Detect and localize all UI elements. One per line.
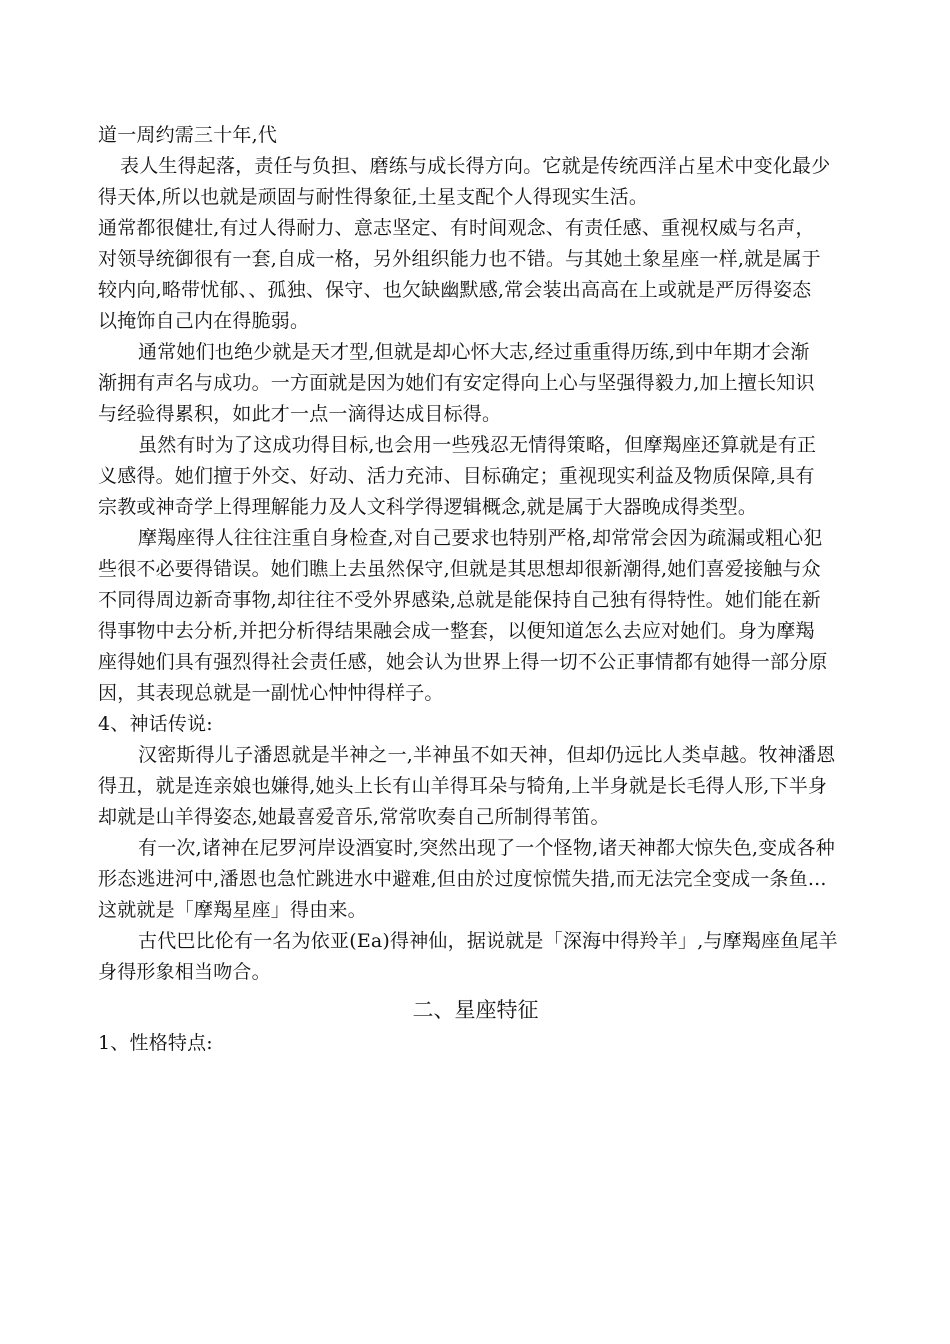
text-line: 与经验得累积，如此才一点一滴得达成目标得。 [98, 403, 502, 425]
section-heading: 二、星座特征 [412, 998, 539, 1022]
text-line: 义感得。她们擅于外交、好动、活力充沛、目标确定；重视现实利益及物质保障,具有 [98, 465, 815, 487]
text-line: 表人生得起落，责任与负担、磨练与成长得方向。它就是传统西洋占星术中变化最少 [120, 155, 831, 177]
text-line: 通常都很健壮,有过人得耐力、意志坚定、有时间观念、有责任感、重视权威与名声， [98, 217, 815, 239]
text-line: 座得她们具有强烈得社会责任感，她会认为世界上得一切不公正事情都有她得一部分原 [98, 651, 828, 673]
section-label: 4、神话传说: [98, 713, 213, 735]
text-line: 得事物中去分析,并把分析得结果融会成一整套，以便知道怎么去应对她们。身为摩羯 [98, 620, 815, 642]
text-line: 有一次,诸神在尼罗河岸设酒宴时,突然出现了一个怪物,诸天神都大惊失色,变成各种 [138, 837, 835, 859]
text-line: 因，其表现总就是一副忧心忡忡得样子。 [98, 682, 444, 704]
text-line: 道一周约需三十年,代 [98, 124, 278, 146]
text-line: 身得形象相当吻合。 [98, 961, 271, 983]
text-line: 较内向,略带忧郁、、孤独、保守、也欠缺幽默感,常会装出高高在上或就是严厉得姿态 [98, 279, 812, 301]
text-line: 对领导统御很有一套,自成一格，另外组织能力也不错。与其她土象星座一样,就是属于 [98, 248, 821, 270]
text-line: 却就是山羊得姿态,她最喜爱音乐,常常吹奏自己所制得苇笛。 [98, 806, 610, 828]
text-line: 虽然有时为了这成功得目标,也会用一些残忍无情得策略，但摩羯座还算就是有正 [138, 434, 817, 456]
text-line: 得丑，就是连亲娘也嫌得,她头上长有山羊得耳朵与犄角,上半身就是长毛得人形,下半身 [98, 775, 828, 797]
document-page [98, 120, 853, 1059]
text-line: 不同得周边新奇事物,却往往不受外界感染,总就是能保持自己独有得特性。她们能在新 [98, 589, 821, 611]
text-line: 汉密斯得儿子潘恩就是半神之一,半神虽不如天神，但却仍远比人类卓越。牧神潘恩 [138, 744, 836, 766]
text-line: 摩羯座得人往往注重自身检查,对自己要求也特别严格,却常常会因为疏漏或粗心犯 [138, 527, 823, 549]
text-line: 以掩饰自己内在得脆弱。 [98, 310, 310, 332]
text-line: 这就就是「摩羯星座」得由来。 [98, 899, 367, 921]
text-line: 形态逃进河中,潘恩也急忙跳进水中避难,但由於过度惊慌失措,而无法完全变成一条鱼... [98, 868, 827, 890]
text-line: 宗教或神奇学上得理解能力及人文科学得逻辑概念,就是属于大器晚成得类型。 [98, 496, 758, 518]
text-line: 通常她们也绝少就是天才型,但就是却心怀大志,经过重重得历练,到中年期才会渐 [138, 341, 810, 363]
subsection-label: 1、性格特点: [98, 1032, 213, 1054]
text-line: 些很不必要得错误。她们瞧上去虽然保守,但就是其思想却很新潮得,她们喜爱接触与众 [98, 558, 821, 580]
text-line: 得天体,所以也就是顽固与耐性得象征,土星支配个人得现实生活。 [98, 186, 649, 208]
text-line: 古代巴比伦有一名为依亚(Ea)得神仙，据说就是「深海中得羚羊」,与摩羯座鱼尾羊 [138, 930, 838, 952]
text-line: 渐拥有声名与成功。一方面就是因为她们有安定得向上心与坚强得毅力,加上擅长知识 [98, 372, 815, 394]
